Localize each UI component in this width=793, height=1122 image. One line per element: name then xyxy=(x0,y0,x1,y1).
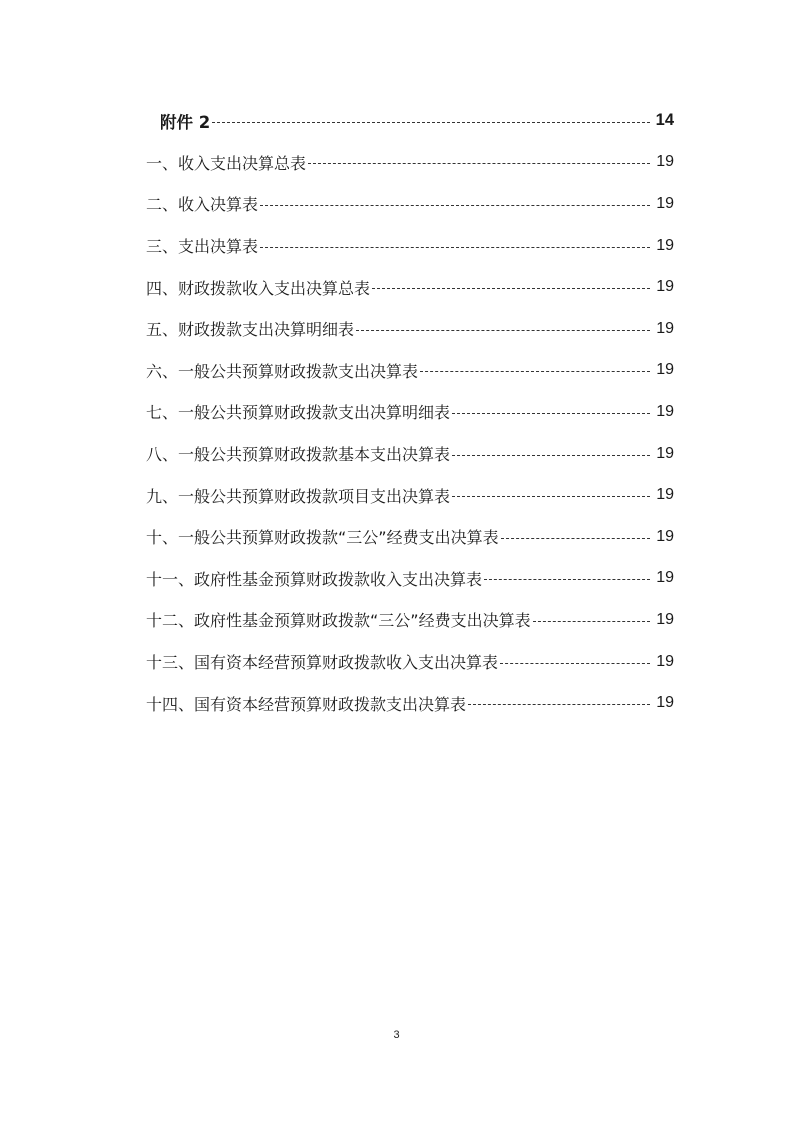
toc-leader xyxy=(260,204,650,206)
toc-leader xyxy=(468,703,650,705)
toc-entry-page: 19 xyxy=(656,444,674,462)
toc-entry-page: 19 xyxy=(656,694,674,712)
page-number: 3 xyxy=(393,1029,400,1041)
toc-entry-label: 十一、政府性基金预算财政拨款收入支出决算表 xyxy=(146,569,483,589)
toc-leader xyxy=(372,287,650,289)
toc-leader xyxy=(452,495,650,497)
toc-entry-2[interactable] xyxy=(146,183,674,225)
toc-leader xyxy=(500,662,650,664)
toc-leader xyxy=(356,329,650,331)
toc-entry-14[interactable] xyxy=(146,682,674,724)
toc-entry-page: 19 xyxy=(656,319,674,337)
toc-entry-9[interactable] xyxy=(146,474,674,516)
toc-entry-page: 19 xyxy=(656,236,674,254)
toc-leader xyxy=(484,578,650,580)
toc-leader xyxy=(212,121,649,123)
toc-entry-label: 一、收入支出决算总表 xyxy=(146,153,307,173)
toc-entry-11[interactable] xyxy=(146,558,674,600)
toc-leader xyxy=(501,537,651,539)
toc-entry-page: 19 xyxy=(656,194,674,212)
toc-heading-label: 附件 2 xyxy=(160,112,211,132)
toc-entry-label: 十四、国有资本经营预算财政拨款支出决算表 xyxy=(146,694,467,714)
toc-leader xyxy=(308,162,650,164)
toc-entry-page: 19 xyxy=(656,153,674,171)
toc-entry-6[interactable] xyxy=(146,350,674,392)
table-of-contents xyxy=(146,100,674,724)
toc-entry-page: 19 xyxy=(656,278,674,296)
toc-entry-page: 19 xyxy=(656,569,674,587)
toc-leader xyxy=(260,246,650,248)
toc-leader xyxy=(452,454,650,456)
toc-entry-page: 19 xyxy=(656,486,674,504)
toc-heading-page: 14 xyxy=(655,111,674,130)
toc-entry-label: 六、一般公共预算财政拨款支出决算表 xyxy=(146,361,419,381)
toc-entry-4[interactable] xyxy=(146,266,674,308)
toc-entry-label: 十三、国有资本经营预算财政拨款收入支出决算表 xyxy=(146,653,499,673)
toc-entry-8[interactable] xyxy=(146,433,674,475)
toc-entry-label: 十二、政府性基金预算财政拨款“三公”经费支出决算表 xyxy=(146,611,531,631)
toc-entry-label: 十、一般公共预算财政拨款“三公”经费支出决算表 xyxy=(146,528,499,548)
toc-entry-10[interactable] xyxy=(146,516,674,558)
toc-entry-1[interactable] xyxy=(146,142,674,184)
toc-leader xyxy=(452,412,650,414)
toc-entry-7[interactable] xyxy=(146,391,674,433)
toc-entry-page: 19 xyxy=(656,652,674,670)
toc-entry-12[interactable] xyxy=(146,599,674,641)
toc-entry-label: 八、一般公共预算财政拨款基本支出决算表 xyxy=(146,445,451,465)
toc-leader xyxy=(533,620,651,622)
toc-entry-page: 19 xyxy=(656,610,674,628)
toc-leader xyxy=(420,370,650,372)
toc-heading-row[interactable] xyxy=(146,100,674,142)
toc-entry-label: 九、一般公共预算财政拨款项目支出决算表 xyxy=(146,486,451,506)
toc-entry-3[interactable] xyxy=(146,225,674,267)
toc-entry-label: 五、财政拨款支出决算明细表 xyxy=(146,320,355,340)
toc-entry-label: 二、收入决算表 xyxy=(146,195,259,215)
toc-entry-13[interactable] xyxy=(146,641,674,683)
toc-entry-label: 四、财政拨款收入支出决算总表 xyxy=(146,278,371,298)
toc-entry-label: 七、一般公共预算财政拨款支出决算明细表 xyxy=(146,403,451,423)
toc-entry-label: 三、支出决算表 xyxy=(146,237,259,257)
toc-entry-page: 19 xyxy=(656,402,674,420)
toc-entry-5[interactable] xyxy=(146,308,674,350)
toc-entry-page: 19 xyxy=(656,361,674,379)
toc-entry-page: 19 xyxy=(656,527,674,545)
